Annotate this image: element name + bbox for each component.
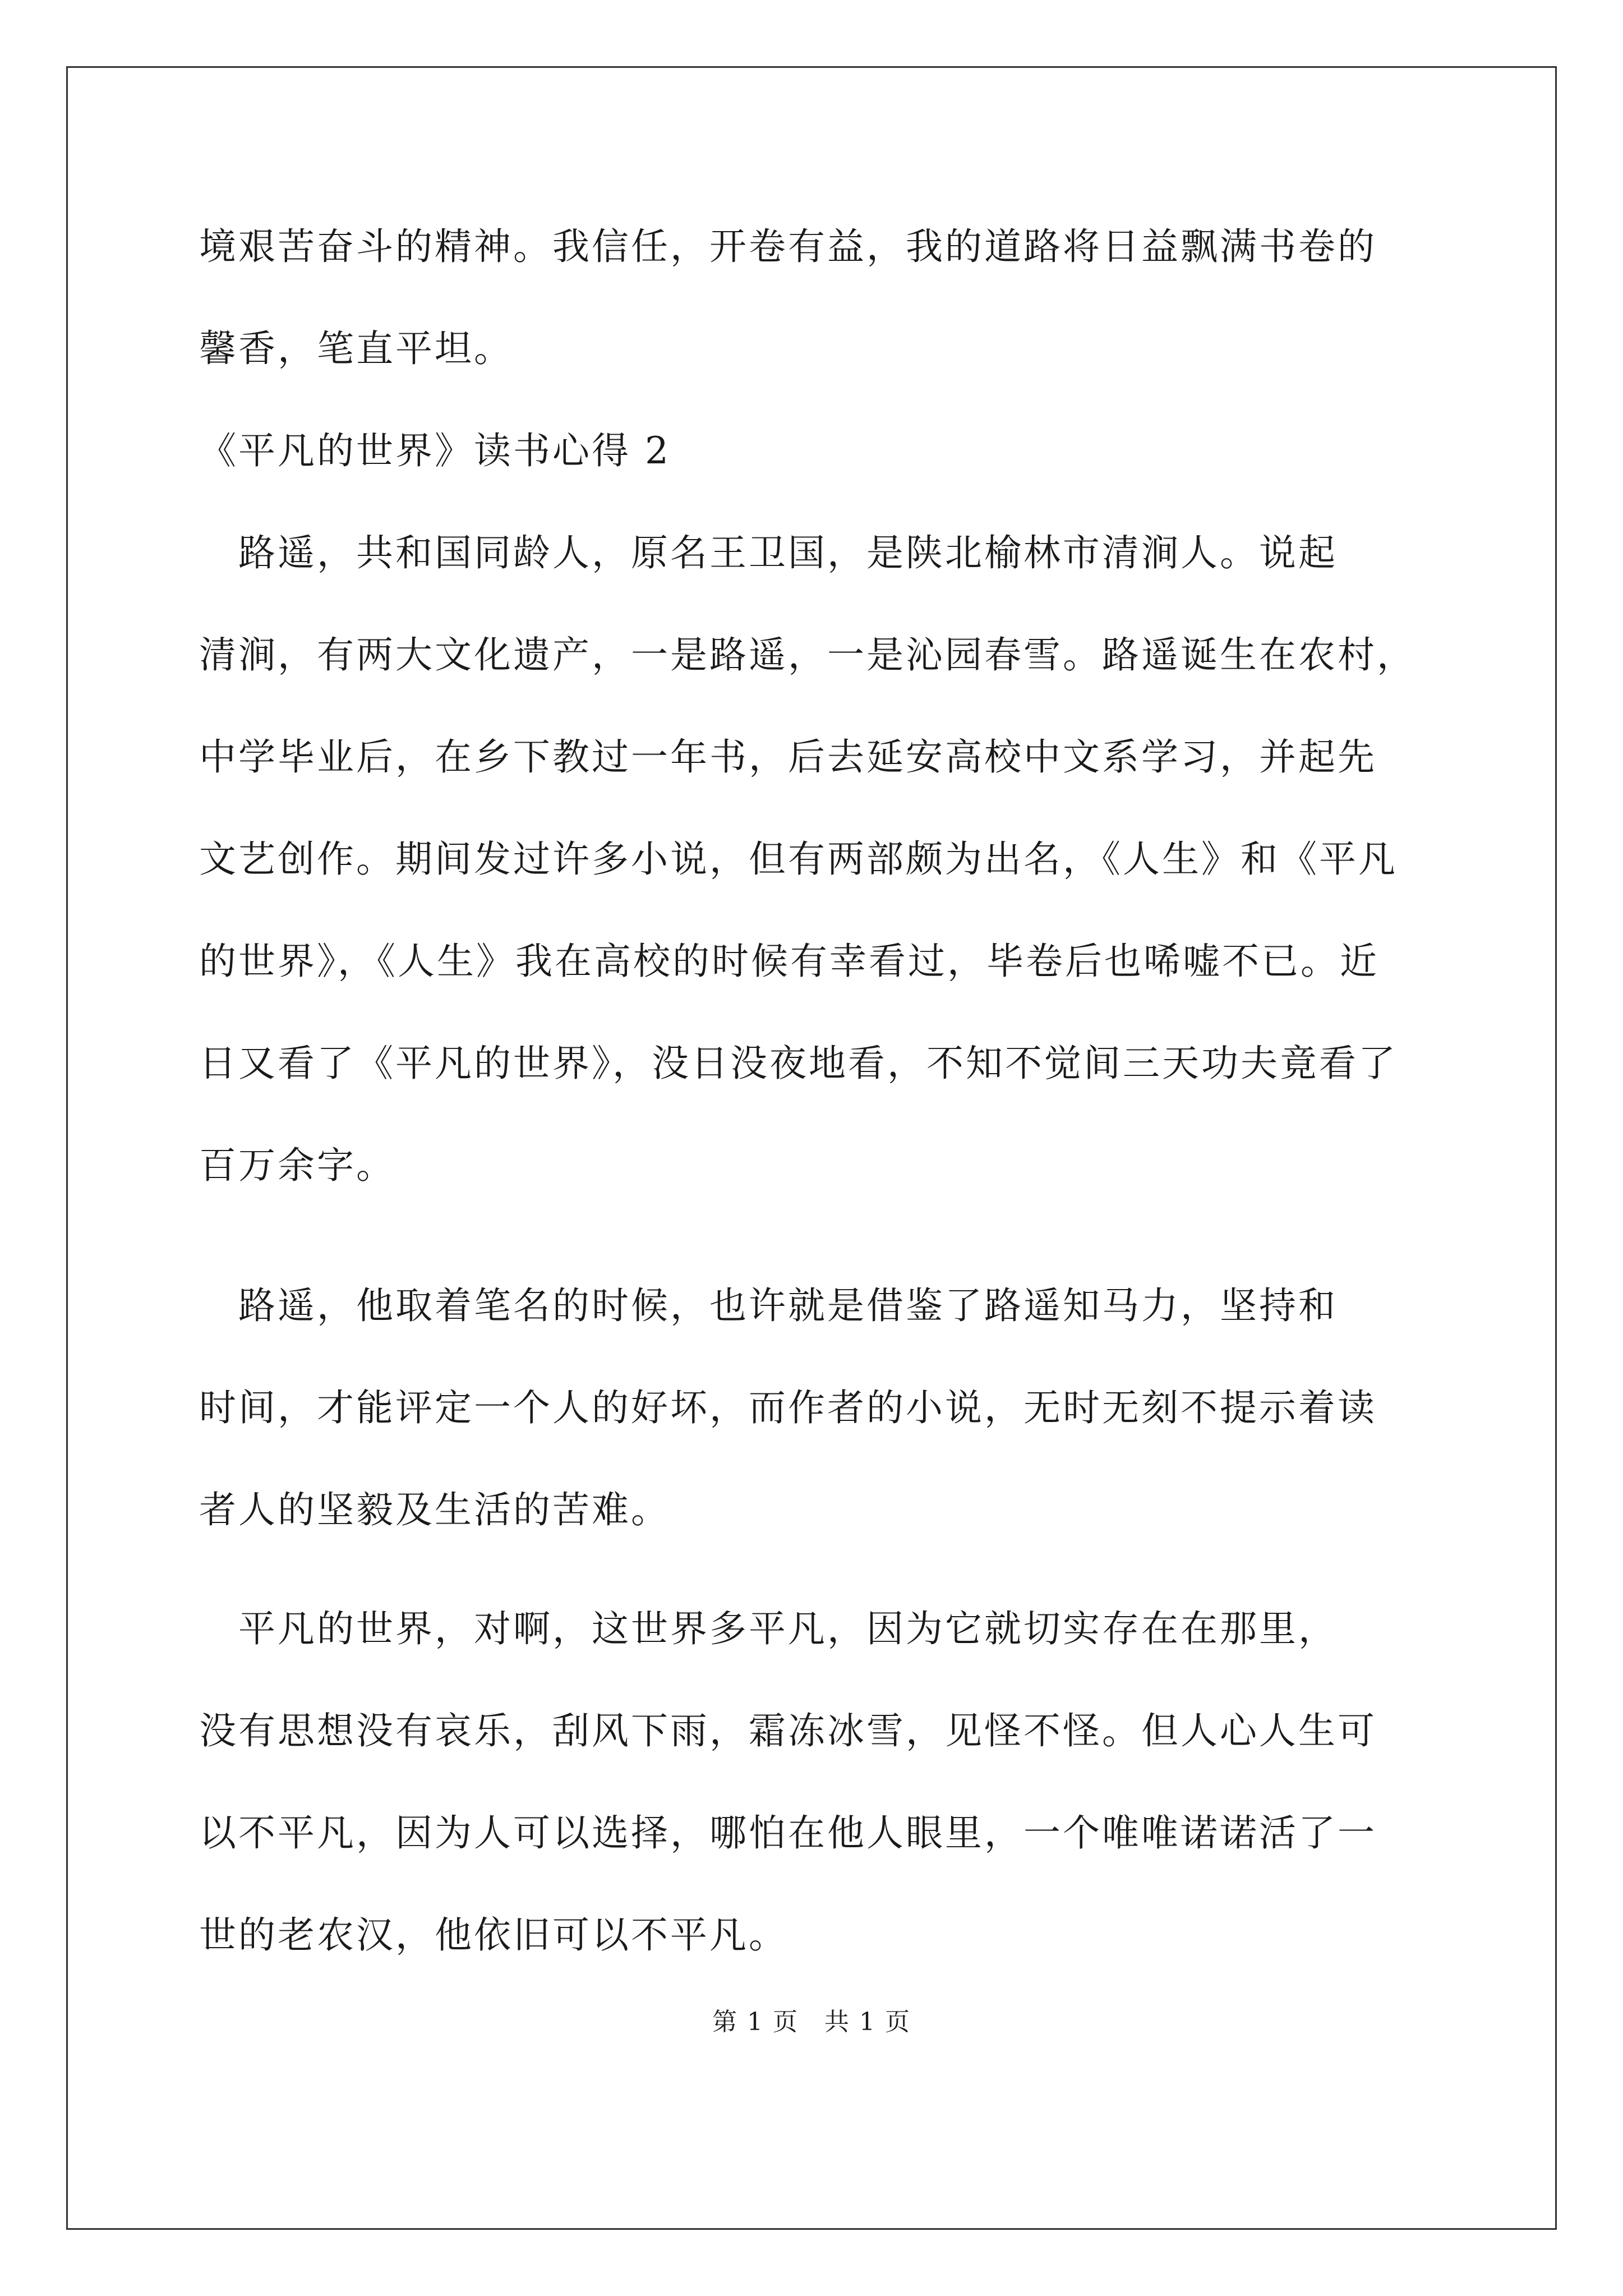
body-line: 境艰苦奋斗的精神。我信任，开卷有益，我的道路将日益飘满书卷的 xyxy=(199,225,1377,268)
body-line: 中学毕业后，在乡下教过一年书，后去延安高校中文系学习，并起先 xyxy=(199,735,1377,779)
section-heading: 《平凡的世界》读书心得 2 xyxy=(199,429,671,472)
body-line: 百万余字。 xyxy=(199,1144,395,1187)
body-line: 馨香，笔直平坦。 xyxy=(199,327,513,370)
body-line: 的世界》，《人生》我在高校的时候有幸看过，毕卷后也唏嘘不已。近 xyxy=(199,940,1379,983)
body-line: 时间，才能评定一个人的好坏，而作者的小说，无时无刻不提示着读 xyxy=(199,1386,1377,1429)
body-line: 日又看了《平凡的世界》，没日没夜地看，不知不觉间三天功夫竟看了 xyxy=(199,1042,1398,1085)
body-line: 平凡的世界，对啊，这世界多平凡，因为它就切实存在在那里， xyxy=(199,1607,1338,1650)
body-line: 清涧，有两大文化遗产，一是路遥，一是沁园春雪。路遥诞生在农村， xyxy=(199,633,1416,677)
body-line: 路遥，他取着笔名的时候，也许就是借鉴了路遥知马力，坚持和 xyxy=(199,1284,1338,1327)
body-line: 文艺创作。期间发过许多小说，但有两部颇为出名，《人生》和《平凡 xyxy=(199,838,1398,881)
body-line: 者人的坚毅及生活的苦难。 xyxy=(199,1488,670,1531)
body-line: 以不平凡，因为人可以选择，哪怕在他人眼里，一个唯唯诺诺活了一 xyxy=(199,1811,1377,1855)
body-line: 没有思想没有哀乐，刮风下雨，霜冻冰雪，见怪不怪。但人心人生可 xyxy=(199,1709,1377,1752)
body-line: 世的老农汉，他依旧可以不平凡。 xyxy=(199,1913,788,1957)
body-line: 路遥，共和国同龄人，原名王卫国，是陕北榆林市清涧人。说起 xyxy=(199,531,1338,574)
page-footer: 第 1 页 共 1 页 xyxy=(712,2008,911,2036)
